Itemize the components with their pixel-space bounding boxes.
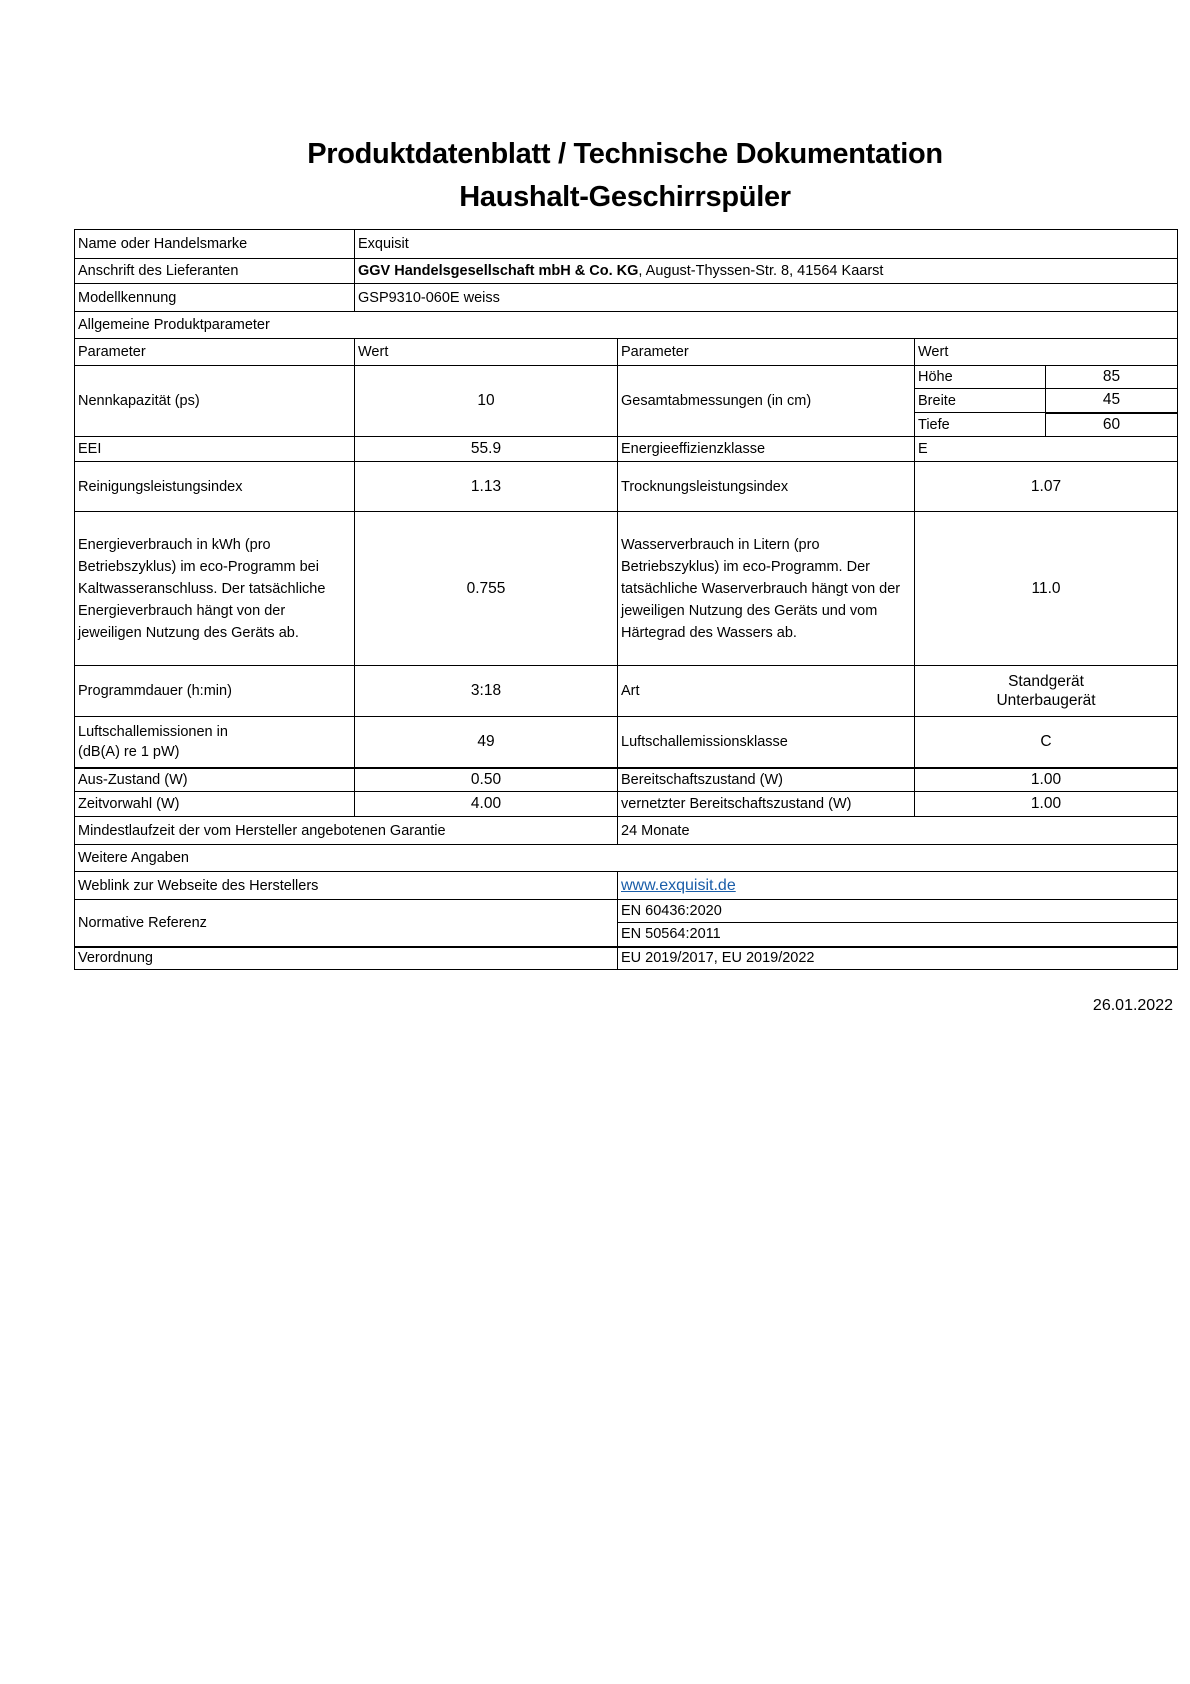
dimensions-label: Gesamtabmessungen (in cm) bbox=[618, 366, 915, 437]
width-label: Breite bbox=[915, 389, 1046, 413]
water-consumption-label: Wasserverbrauch in Litern (pro Betriebszyklus) im eco-Programm. Der tatsächliche Waserverbrauch hängt von der jeweiligen Nutzung des Geräts und vom Härtegrad des Wassers ab. bbox=[618, 512, 915, 666]
further-info-header: Weitere Angaben bbox=[75, 845, 1178, 872]
table-row bbox=[75, 768, 1178, 792]
manufacturer-weblink[interactable]: www.exquisit.de bbox=[621, 876, 736, 894]
normative-value-1: EN 60436:2020 bbox=[618, 900, 1178, 923]
model-label: Modellkennung bbox=[75, 284, 355, 312]
eei-value: 55.9 bbox=[355, 437, 618, 462]
normative-value-2: EN 50564:2011 bbox=[618, 923, 1178, 947]
table-header-row bbox=[75, 339, 1178, 366]
energy-class-value: E bbox=[915, 437, 1178, 462]
name-label: Name oder Handelsmarke bbox=[75, 230, 355, 259]
table-row bbox=[75, 792, 1178, 817]
address-value bbox=[355, 259, 1178, 284]
warranty-label: Mindestlaufzeit der vom Hersteller angebotenen Garantie bbox=[75, 817, 618, 845]
table-row bbox=[75, 259, 1178, 284]
regulation-label: Verordnung bbox=[75, 947, 618, 970]
weblink-cell bbox=[618, 872, 1178, 900]
table-row bbox=[75, 666, 1178, 717]
depth-value: 60 bbox=[1046, 413, 1178, 437]
drying-index-value: 1.07 bbox=[915, 462, 1178, 512]
duration-label: Programmdauer (h:min) bbox=[75, 666, 355, 717]
standby-label: Bereitschaftszustand (W) bbox=[618, 768, 915, 792]
eei-label: EEI bbox=[75, 437, 355, 462]
noise-value: 49 bbox=[355, 717, 618, 768]
cleaning-index-value: 1.13 bbox=[355, 462, 618, 512]
warranty-value: 24 Monate bbox=[618, 817, 1178, 845]
standby-value: 1.00 bbox=[915, 768, 1178, 792]
capacity-value: 10 bbox=[355, 366, 618, 437]
table-row bbox=[75, 845, 1178, 872]
normative-label: Normative Referenz bbox=[75, 900, 618, 947]
drying-index-label: Trocknungsleistungsindex bbox=[618, 462, 915, 512]
off-mode-value: 0.50 bbox=[355, 768, 618, 792]
document-subtitle: Haushalt-Geschirrspüler bbox=[459, 181, 791, 213]
table-row bbox=[75, 437, 1178, 462]
depth-label: Tiefe bbox=[915, 413, 1046, 437]
water-consumption-value: 11.0 bbox=[915, 512, 1178, 666]
weblink-label: Weblink zur Webseite des Herstellers bbox=[75, 872, 618, 900]
table-row bbox=[75, 366, 1178, 389]
type-value bbox=[915, 666, 1178, 717]
networked-standby-label: vernetzter Bereitschaftszustand (W) bbox=[618, 792, 915, 817]
energy-class-label: Energieeffizienzklasse bbox=[618, 437, 915, 462]
table-row bbox=[75, 284, 1178, 312]
model-value: GSP9310-060E weiss bbox=[355, 284, 1178, 312]
noise-label-2: (dB(A) re 1 pW) bbox=[78, 743, 180, 760]
table-row bbox=[75, 947, 1178, 970]
column-header-parameter: Parameter bbox=[75, 339, 355, 366]
energy-consumption-value: 0.755 bbox=[355, 512, 618, 666]
column-header-parameter: Parameter bbox=[618, 339, 915, 366]
table-row bbox=[75, 462, 1178, 512]
table-row bbox=[75, 512, 1178, 666]
column-header-value: Wert bbox=[355, 339, 618, 366]
height-label: Höhe bbox=[915, 366, 1046, 389]
noise-class-value: C bbox=[915, 717, 1178, 768]
width-value: 45 bbox=[1046, 389, 1178, 413]
networked-standby-value: 1.00 bbox=[915, 792, 1178, 817]
noise-class-label: Luftschallemissionsklasse bbox=[618, 717, 915, 768]
table-row bbox=[75, 872, 1178, 900]
duration-value: 3:18 bbox=[355, 666, 618, 717]
cleaning-index-label: Reinigungsleistungsindex bbox=[75, 462, 355, 512]
table-row bbox=[75, 312, 1178, 339]
table-row bbox=[75, 817, 1178, 845]
noise-label bbox=[75, 717, 355, 768]
supplier-name: GGV Handelsgesellschaft mbH & Co. KG bbox=[358, 263, 639, 279]
table-row bbox=[75, 900, 1178, 923]
document-title: Produktdatenblatt / Technische Dokumentation bbox=[307, 138, 943, 170]
type-value-2: Unterbaugerät bbox=[996, 692, 1096, 709]
table-row bbox=[75, 230, 1178, 259]
capacity-label: Nennkapazität (ps) bbox=[75, 366, 355, 437]
regulation-value: EU 2019/2017, EU 2019/2022 bbox=[618, 947, 1178, 970]
delay-start-value: 4.00 bbox=[355, 792, 618, 817]
supplier-address: , August-Thyssen-Str. 8, 41564 Kaarst bbox=[638, 263, 884, 279]
noise-label-1: Luftschallemissionen in bbox=[78, 723, 228, 740]
height-value: 85 bbox=[1046, 366, 1178, 389]
column-header-value: Wert bbox=[915, 339, 1178, 366]
type-label: Art bbox=[618, 666, 915, 717]
name-value: Exquisit bbox=[355, 230, 1178, 259]
general-section-header: Allgemeine Produktparameter bbox=[75, 312, 1178, 339]
delay-start-label: Zeitvorwahl (W) bbox=[75, 792, 355, 817]
off-mode-label: Aus-Zustand (W) bbox=[75, 768, 355, 792]
table-row bbox=[75, 717, 1178, 768]
product-data-table bbox=[74, 229, 1178, 970]
energy-consumption-label: Energieverbrauch in kWh (pro Betriebszyklus) im eco-Programm bei Kaltwasseranschluss. Der tatsächliche Energieverbrauch hängt von der jeweiligen Nutzung des Geräts ab. bbox=[75, 512, 355, 666]
type-value-1: Standgerät bbox=[1008, 673, 1084, 690]
document-date: 26.01.2022 bbox=[1092, 997, 1173, 1014]
address-label: Anschrift des Lieferanten bbox=[75, 259, 355, 284]
